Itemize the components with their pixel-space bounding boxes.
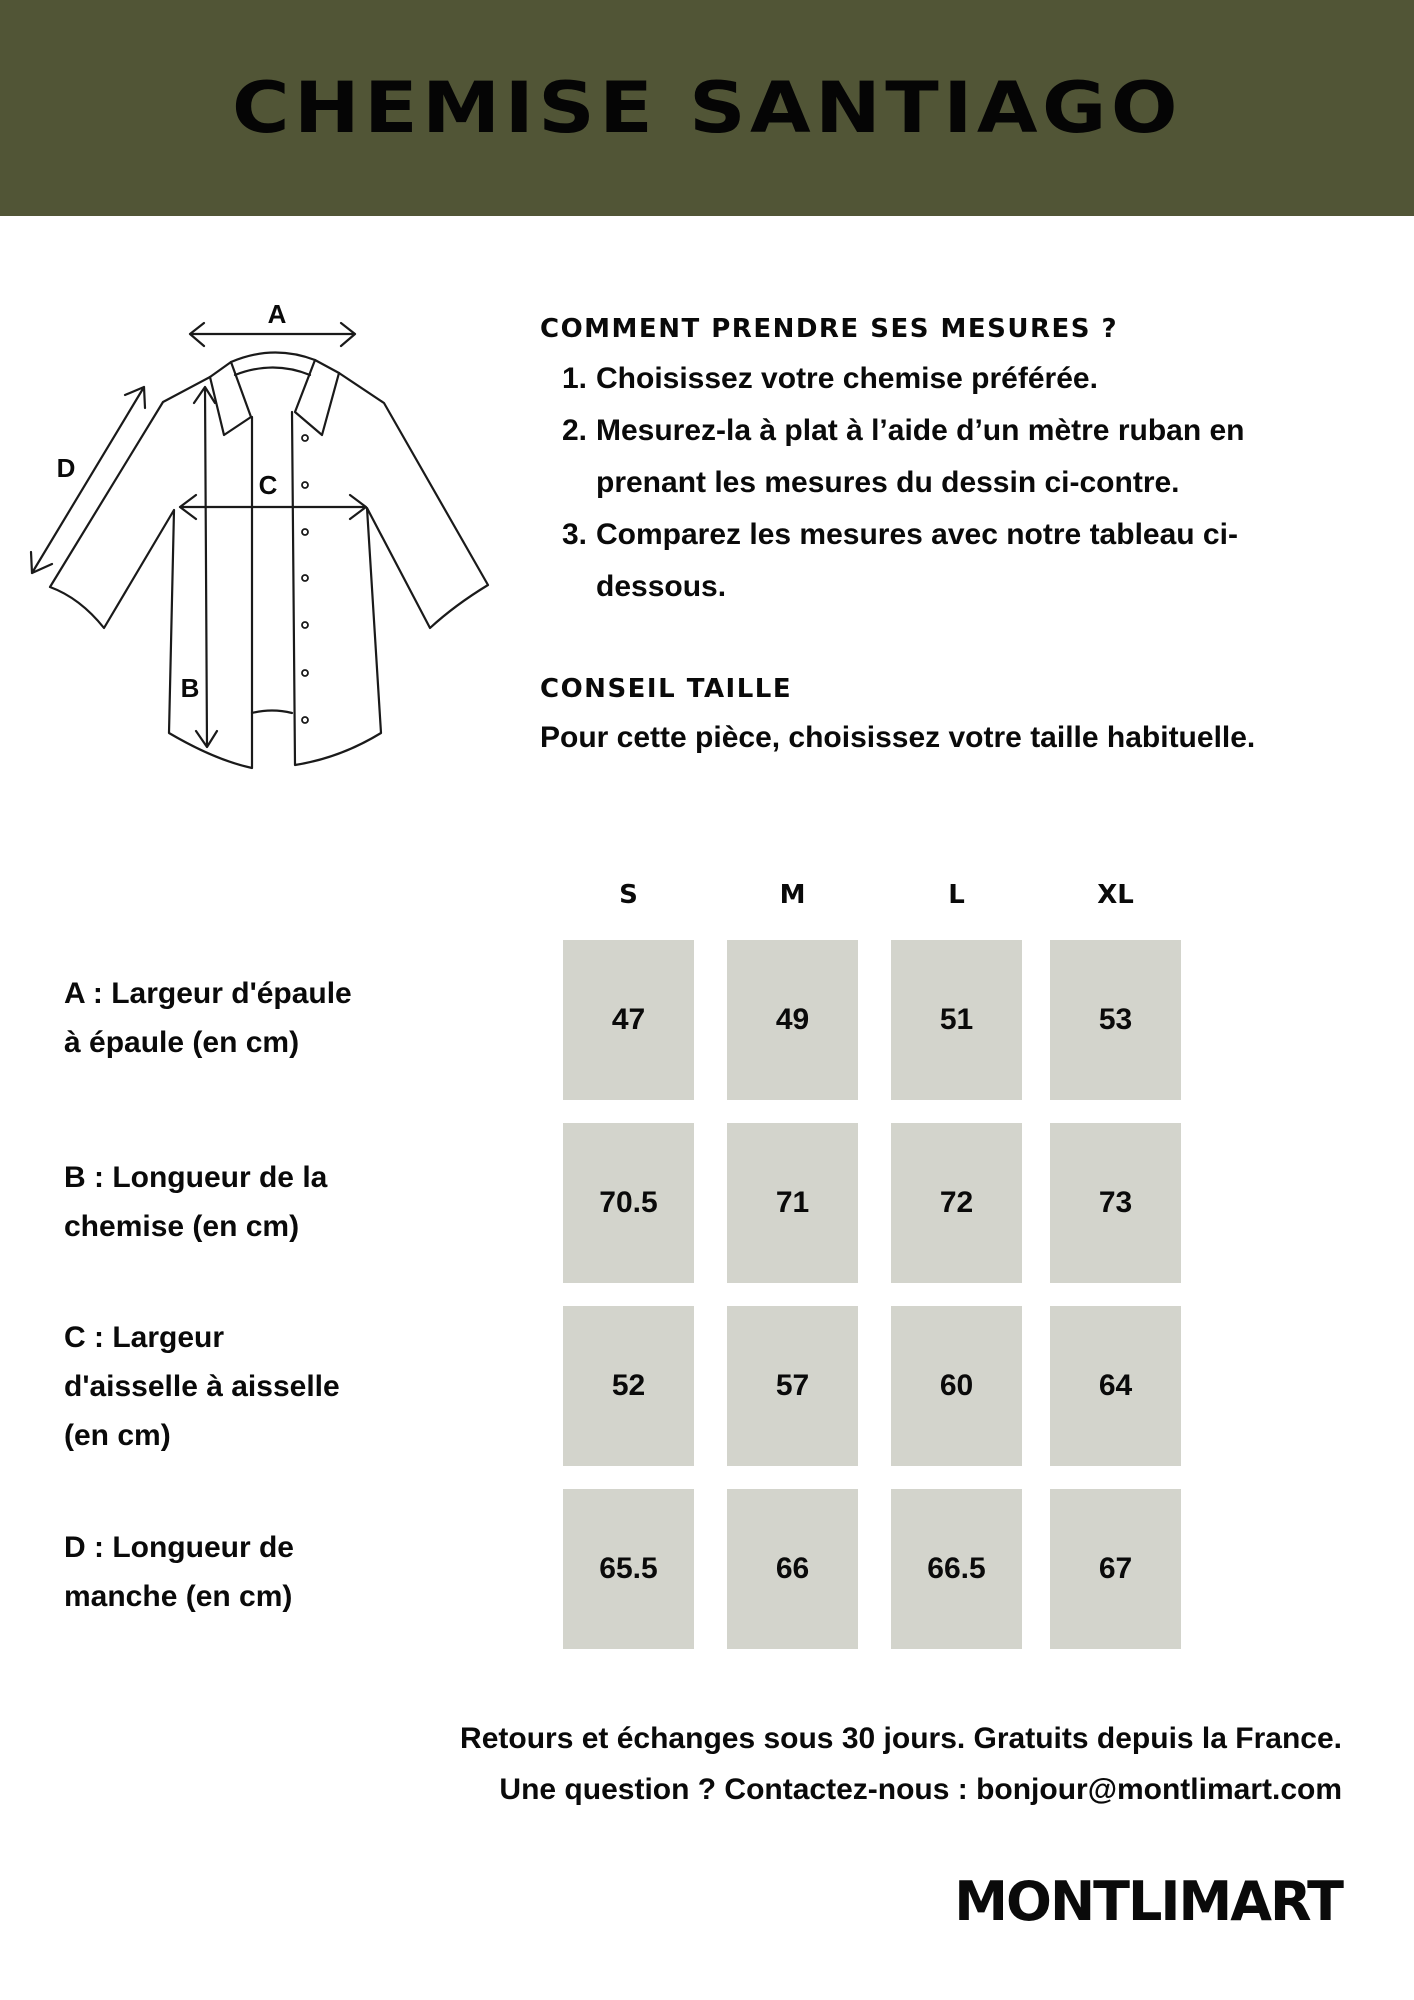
button	[302, 575, 308, 581]
step-number: 2.	[562, 414, 588, 447]
button	[302, 482, 308, 488]
table-cell: 65.5	[563, 1489, 694, 1649]
row-label-b	[64, 1153, 384, 1251]
step-item	[562, 353, 1322, 405]
button	[302, 529, 308, 535]
row-label-d	[64, 1523, 384, 1621]
table-cell: 47	[563, 940, 694, 1100]
howto-heading: COMMENT PRENDRE SES MESURES ?	[540, 314, 1119, 344]
row-label-line: manche (en cm)	[64, 1580, 293, 1613]
step-item	[562, 405, 1322, 509]
label-b: B	[180, 673, 200, 703]
collar-outer	[210, 352, 339, 377]
row-label-line: chemise (en cm)	[64, 1210, 300, 1243]
button	[302, 717, 308, 723]
shirt-measurement-diagram	[0, 280, 520, 800]
table-cell: 51	[891, 940, 1022, 1100]
returns-notice: Retours et échanges sous 30 jours. Gratuits depuis la France.	[460, 1722, 1342, 1755]
step-number: 3.	[562, 518, 588, 551]
table-cell: 66	[727, 1489, 858, 1649]
row-label-line: à épaule (en cm)	[64, 1026, 300, 1059]
step-text: Mesurez-la à plat à l’aide d’un mètre ruban en prenant les mesures du dessin ci-contre.	[596, 414, 1245, 499]
table-cell: 67	[1050, 1489, 1181, 1649]
table-cell: 57	[727, 1306, 858, 1466]
shirt-right-outline	[292, 373, 488, 765]
size-header-s: S	[619, 880, 638, 910]
row-label-line: d'aisselle à aisselle	[64, 1370, 340, 1403]
placket-hem	[252, 711, 292, 714]
arrow-d	[31, 387, 145, 573]
contact-line: Une question ? Contactez-nous : bonjour@montlimart.com	[499, 1773, 1342, 1806]
table-cell: 53	[1050, 940, 1181, 1100]
step-text: Comparez les mesures avec notre tableau ci-dessous.	[596, 518, 1238, 603]
page-title: CHEMISE SANTIAGO	[232, 67, 1182, 149]
collar-inner	[235, 368, 310, 376]
table-cell: 70.5	[563, 1123, 694, 1283]
size-advice-text: Pour cette pièce, choisissez votre taille habituelle.	[540, 721, 1256, 754]
size-header-xl: XL	[1097, 880, 1134, 910]
row-label-line: D : Longueur de	[64, 1531, 294, 1564]
row-label-line: (en cm)	[64, 1419, 171, 1452]
row-label-line: C : Largeur	[64, 1321, 225, 1354]
step-item	[562, 509, 1322, 613]
row-label-c	[64, 1313, 384, 1460]
step-number: 1.	[562, 362, 588, 395]
label-a: A	[267, 299, 287, 329]
table-cell: 71	[727, 1123, 858, 1283]
size-header-m: M	[779, 880, 806, 910]
size-header-l: L	[948, 880, 965, 910]
brand-logo: MONTLIMART	[954, 1870, 1342, 1933]
row-label-line: A : Largeur d'épaule	[64, 977, 352, 1010]
row-label-line: B : Longueur de la	[64, 1161, 328, 1194]
button	[302, 670, 308, 676]
table-cell: 52	[563, 1306, 694, 1466]
label-c: C	[258, 470, 278, 500]
button	[302, 435, 308, 441]
shirt-left-outline	[50, 377, 252, 768]
table-cell: 60	[891, 1306, 1022, 1466]
table-cell: 73	[1050, 1123, 1181, 1283]
label-d: D	[56, 453, 76, 483]
table-cell: 64	[1050, 1306, 1181, 1466]
howto-steps	[562, 353, 1322, 613]
table-cell: 49	[727, 940, 858, 1100]
size-advice-heading: CONSEIL TAILLE	[540, 674, 793, 704]
table-cell: 66.5	[891, 1489, 1022, 1649]
buttons	[302, 435, 308, 723]
step-text: Choisissez votre chemise préférée.	[596, 362, 1098, 395]
table-cell: 72	[891, 1123, 1022, 1283]
row-label-a	[64, 969, 384, 1067]
button	[302, 622, 308, 628]
